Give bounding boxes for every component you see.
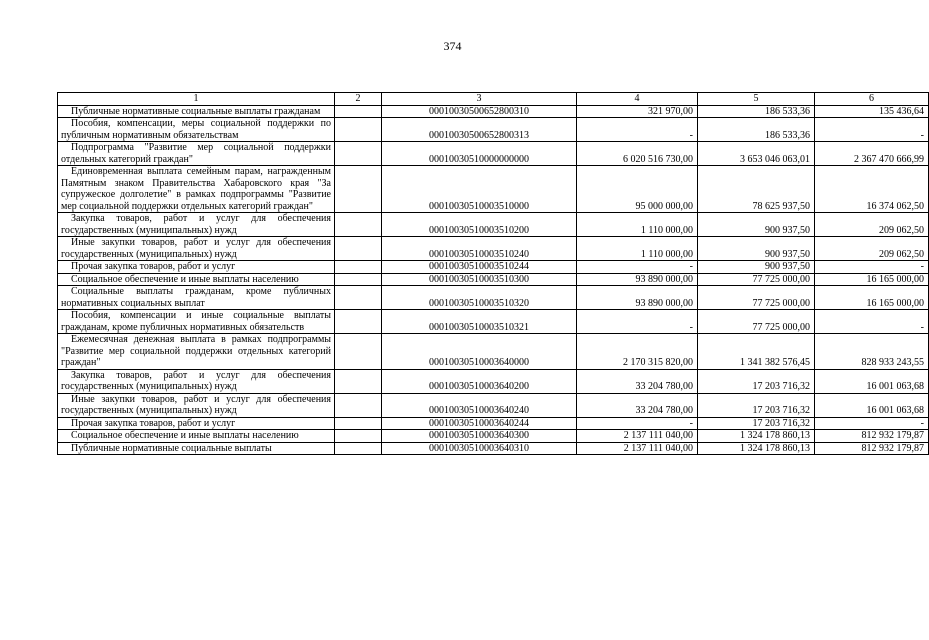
row-col5-cell: 900 937,50: [698, 261, 815, 274]
row-name-cell: [58, 142, 335, 166]
column-header: 1: [58, 93, 335, 106]
row-name-text: Иные закупки товаров, работ и услуг для обеспечения государственных (муниципальных) нужд: [61, 237, 331, 260]
row-code-cell: 00010030510003510000: [382, 166, 577, 213]
column-header: 6: [815, 93, 929, 106]
row-col4-cell: 95 000 000,00: [577, 166, 698, 213]
row-col2-cell: [335, 273, 382, 286]
row-col5-cell: 900 937,50: [698, 213, 815, 237]
row-code-cell: 00010030510003640244: [382, 417, 577, 430]
row-col6-cell: 209 062,50: [815, 213, 929, 237]
row-col6-cell: 812 932 179,87: [815, 442, 929, 455]
row-code-cell: 00010030500652800313: [382, 118, 577, 142]
row-col5-cell: 3 653 046 063,01: [698, 142, 815, 166]
table-row: [58, 166, 929, 213]
row-col6-cell: -: [815, 417, 929, 430]
row-name-text: Пособия, компенсации и иные социальные выплаты гражданам, кроме публичных нормативных обязательств: [61, 310, 331, 333]
row-name-cell: [58, 118, 335, 142]
row-code-cell: 00010030510000000000: [382, 142, 577, 166]
row-col2-cell: [335, 286, 382, 310]
table-row: [58, 310, 929, 334]
row-col4-cell: 2 137 111 040,00: [577, 430, 698, 443]
row-name-text: Прочая закупка товаров, работ и услуг: [71, 417, 236, 429]
row-col4-cell: 321 970,00: [577, 105, 698, 118]
row-name-text: Социальное обеспечение и иные выплаты населению: [71, 273, 299, 285]
row-col2-cell: [335, 310, 382, 334]
row-col2-cell: [335, 261, 382, 274]
row-code-cell: 00010030510003510320: [382, 286, 577, 310]
row-name-text: Единовременная выплата семейным парам, награжденным Памятным знаком Правительства Хабаровского края "За супружеское долголетие" в рамках подпрограммы "Развитие мер социальной поддержки отдельных категорий граждан": [61, 166, 331, 212]
row-col5-cell: 17 203 716,32: [698, 369, 815, 393]
row-name-cell: [58, 237, 335, 261]
row-col5-cell: 1 341 382 576,45: [698, 334, 815, 370]
table-row: [58, 286, 929, 310]
row-name-text: Ежемесячная денежная выплата в рамках подпрограммы "Развитие мер социальной поддержки отдельных категорий граждан": [61, 334, 331, 368]
row-col6-cell: 16 165 000,00: [815, 273, 929, 286]
row-col4-cell: 33 204 780,00: [577, 393, 698, 417]
row-col4-cell: 33 204 780,00: [577, 369, 698, 393]
row-name-cell: [58, 213, 335, 237]
row-col4-cell: -: [577, 118, 698, 142]
row-name-text: Закупка товаров, работ и услуг для обеспечения государственных (муниципальных) нужд: [61, 369, 331, 392]
row-col6-cell: -: [815, 261, 929, 274]
row-name-text: Пособия, компенсации, меры социальной поддержки по публичным нормативным обязательствам: [61, 118, 331, 141]
row-name-text: Социальные выплаты гражданам, кроме публичных нормативных социальных выплат: [61, 286, 331, 309]
row-col4-cell: 6 020 516 730,00: [577, 142, 698, 166]
row-col2-cell: [335, 105, 382, 118]
table-row: [58, 417, 929, 430]
row-col5-cell: 77 725 000,00: [698, 286, 815, 310]
row-name-cell: [58, 105, 335, 118]
row-col5-cell: 1 324 178 860,13: [698, 430, 815, 443]
column-header: 5: [698, 93, 815, 106]
row-name-cell: [58, 166, 335, 213]
row-col6-cell: -: [815, 310, 929, 334]
row-code-cell: 00010030510003640300: [382, 430, 577, 443]
row-col6-cell: 16 165 000,00: [815, 286, 929, 310]
row-col4-cell: 1 110 000,00: [577, 237, 698, 261]
row-name-text: Публичные нормативные социальные выплаты: [71, 442, 272, 454]
column-header: 4: [577, 93, 698, 106]
row-col2-cell: [335, 142, 382, 166]
row-col5-cell: 186 533,36: [698, 118, 815, 142]
row-col5-cell: 1 324 178 860,13: [698, 442, 815, 455]
budget-table: [57, 92, 929, 455]
row-code-cell: 00010030510003510240: [382, 237, 577, 261]
row-col2-cell: [335, 442, 382, 455]
row-col2-cell: [335, 237, 382, 261]
row-col6-cell: 16 374 062,50: [815, 166, 929, 213]
row-col4-cell: 2 170 315 820,00: [577, 334, 698, 370]
row-col6-cell: 812 932 179,87: [815, 430, 929, 443]
table-row: [58, 261, 929, 274]
row-code-cell: 00010030510003510321: [382, 310, 577, 334]
table-row: [58, 430, 929, 443]
table-row: [58, 142, 929, 166]
row-col2-cell: [335, 393, 382, 417]
column-header: 3: [382, 93, 577, 106]
table-row: [58, 105, 929, 118]
row-name-cell: [58, 273, 335, 286]
row-col5-cell: 77 725 000,00: [698, 273, 815, 286]
table-row: [58, 213, 929, 237]
row-code-cell: 00010030510003510300: [382, 273, 577, 286]
row-name-text: Закупка товаров, работ и услуг для обеспечения государственных (муниципальных) нужд: [61, 213, 331, 236]
table-header-row: [58, 93, 929, 106]
row-name-text: Социальное обеспечение и иные выплаты населению: [71, 430, 299, 441]
row-col5-cell: 17 203 716,32: [698, 393, 815, 417]
row-code-cell: 00010030510003640200: [382, 369, 577, 393]
row-col6-cell: 209 062,50: [815, 237, 929, 261]
row-col2-cell: [335, 118, 382, 142]
row-col2-cell: [335, 334, 382, 370]
row-code-cell: 00010030510003510244: [382, 261, 577, 274]
row-col5-cell: 78 625 937,50: [698, 166, 815, 213]
row-col6-cell: -: [815, 118, 929, 142]
table-row: [58, 273, 929, 286]
table-row: [58, 237, 929, 261]
row-code-cell: 00010030510003640240: [382, 393, 577, 417]
table-row: [58, 334, 929, 370]
column-header: 2: [335, 93, 382, 106]
row-col4-cell: -: [577, 417, 698, 430]
row-code-cell: 00010030510003640000: [382, 334, 577, 370]
row-col6-cell: 2 367 470 666,99: [815, 142, 929, 166]
row-name-cell: [58, 442, 335, 455]
row-name-text: Иные закупки товаров, работ и услуг для обеспечения государственных (муниципальных) нужд: [61, 393, 331, 416]
row-col4-cell: 1 110 000,00: [577, 213, 698, 237]
row-col6-cell: 16 001 063,68: [815, 393, 929, 417]
row-code-cell: 00010030500652800310: [382, 105, 577, 118]
row-col2-cell: [335, 417, 382, 430]
table-row: [58, 369, 929, 393]
table-row: [58, 442, 929, 455]
row-name-cell: [58, 369, 335, 393]
row-name-text: Прочая закупка товаров, работ и услуг: [71, 261, 236, 272]
row-name-cell: [58, 261, 335, 274]
row-col6-cell: 135 436,64: [815, 105, 929, 118]
row-name-cell: [58, 310, 335, 334]
row-code-cell: 00010030510003640310: [382, 442, 577, 455]
row-name-text: Публичные нормативные социальные выплаты гражданам: [71, 105, 321, 117]
row-col4-cell: -: [577, 310, 698, 334]
row-code-cell: 00010030510003510200: [382, 213, 577, 237]
row-name-cell: [58, 334, 335, 370]
page-number: 374: [443, 39, 462, 53]
row-col2-cell: [335, 369, 382, 393]
row-col5-cell: 17 203 716,32: [698, 417, 815, 430]
row-col2-cell: [335, 166, 382, 213]
row-col4-cell: 93 890 000,00: [577, 286, 698, 310]
row-col5-cell: 186 533,36: [698, 105, 815, 118]
row-col6-cell: 16 001 063,68: [815, 369, 929, 393]
row-col2-cell: [335, 430, 382, 443]
row-col5-cell: 77 725 000,00: [698, 310, 815, 334]
row-col4-cell: -: [577, 261, 698, 274]
row-col4-cell: 2 137 111 040,00: [577, 442, 698, 455]
row-col4-cell: 93 890 000,00: [577, 273, 698, 286]
table-row: [58, 393, 929, 417]
row-name-cell: [58, 286, 335, 310]
table-row: [58, 118, 929, 142]
row-name-cell: [58, 417, 335, 430]
row-name-cell: [58, 393, 335, 417]
row-col5-cell: 900 937,50: [698, 237, 815, 261]
row-col2-cell: [335, 213, 382, 237]
row-name-text: Подпрограмма "Развитие мер социальной поддержки отдельных категорий граждан": [61, 142, 331, 165]
row-col6-cell: 828 933 243,55: [815, 334, 929, 370]
row-name-cell: [58, 430, 335, 443]
